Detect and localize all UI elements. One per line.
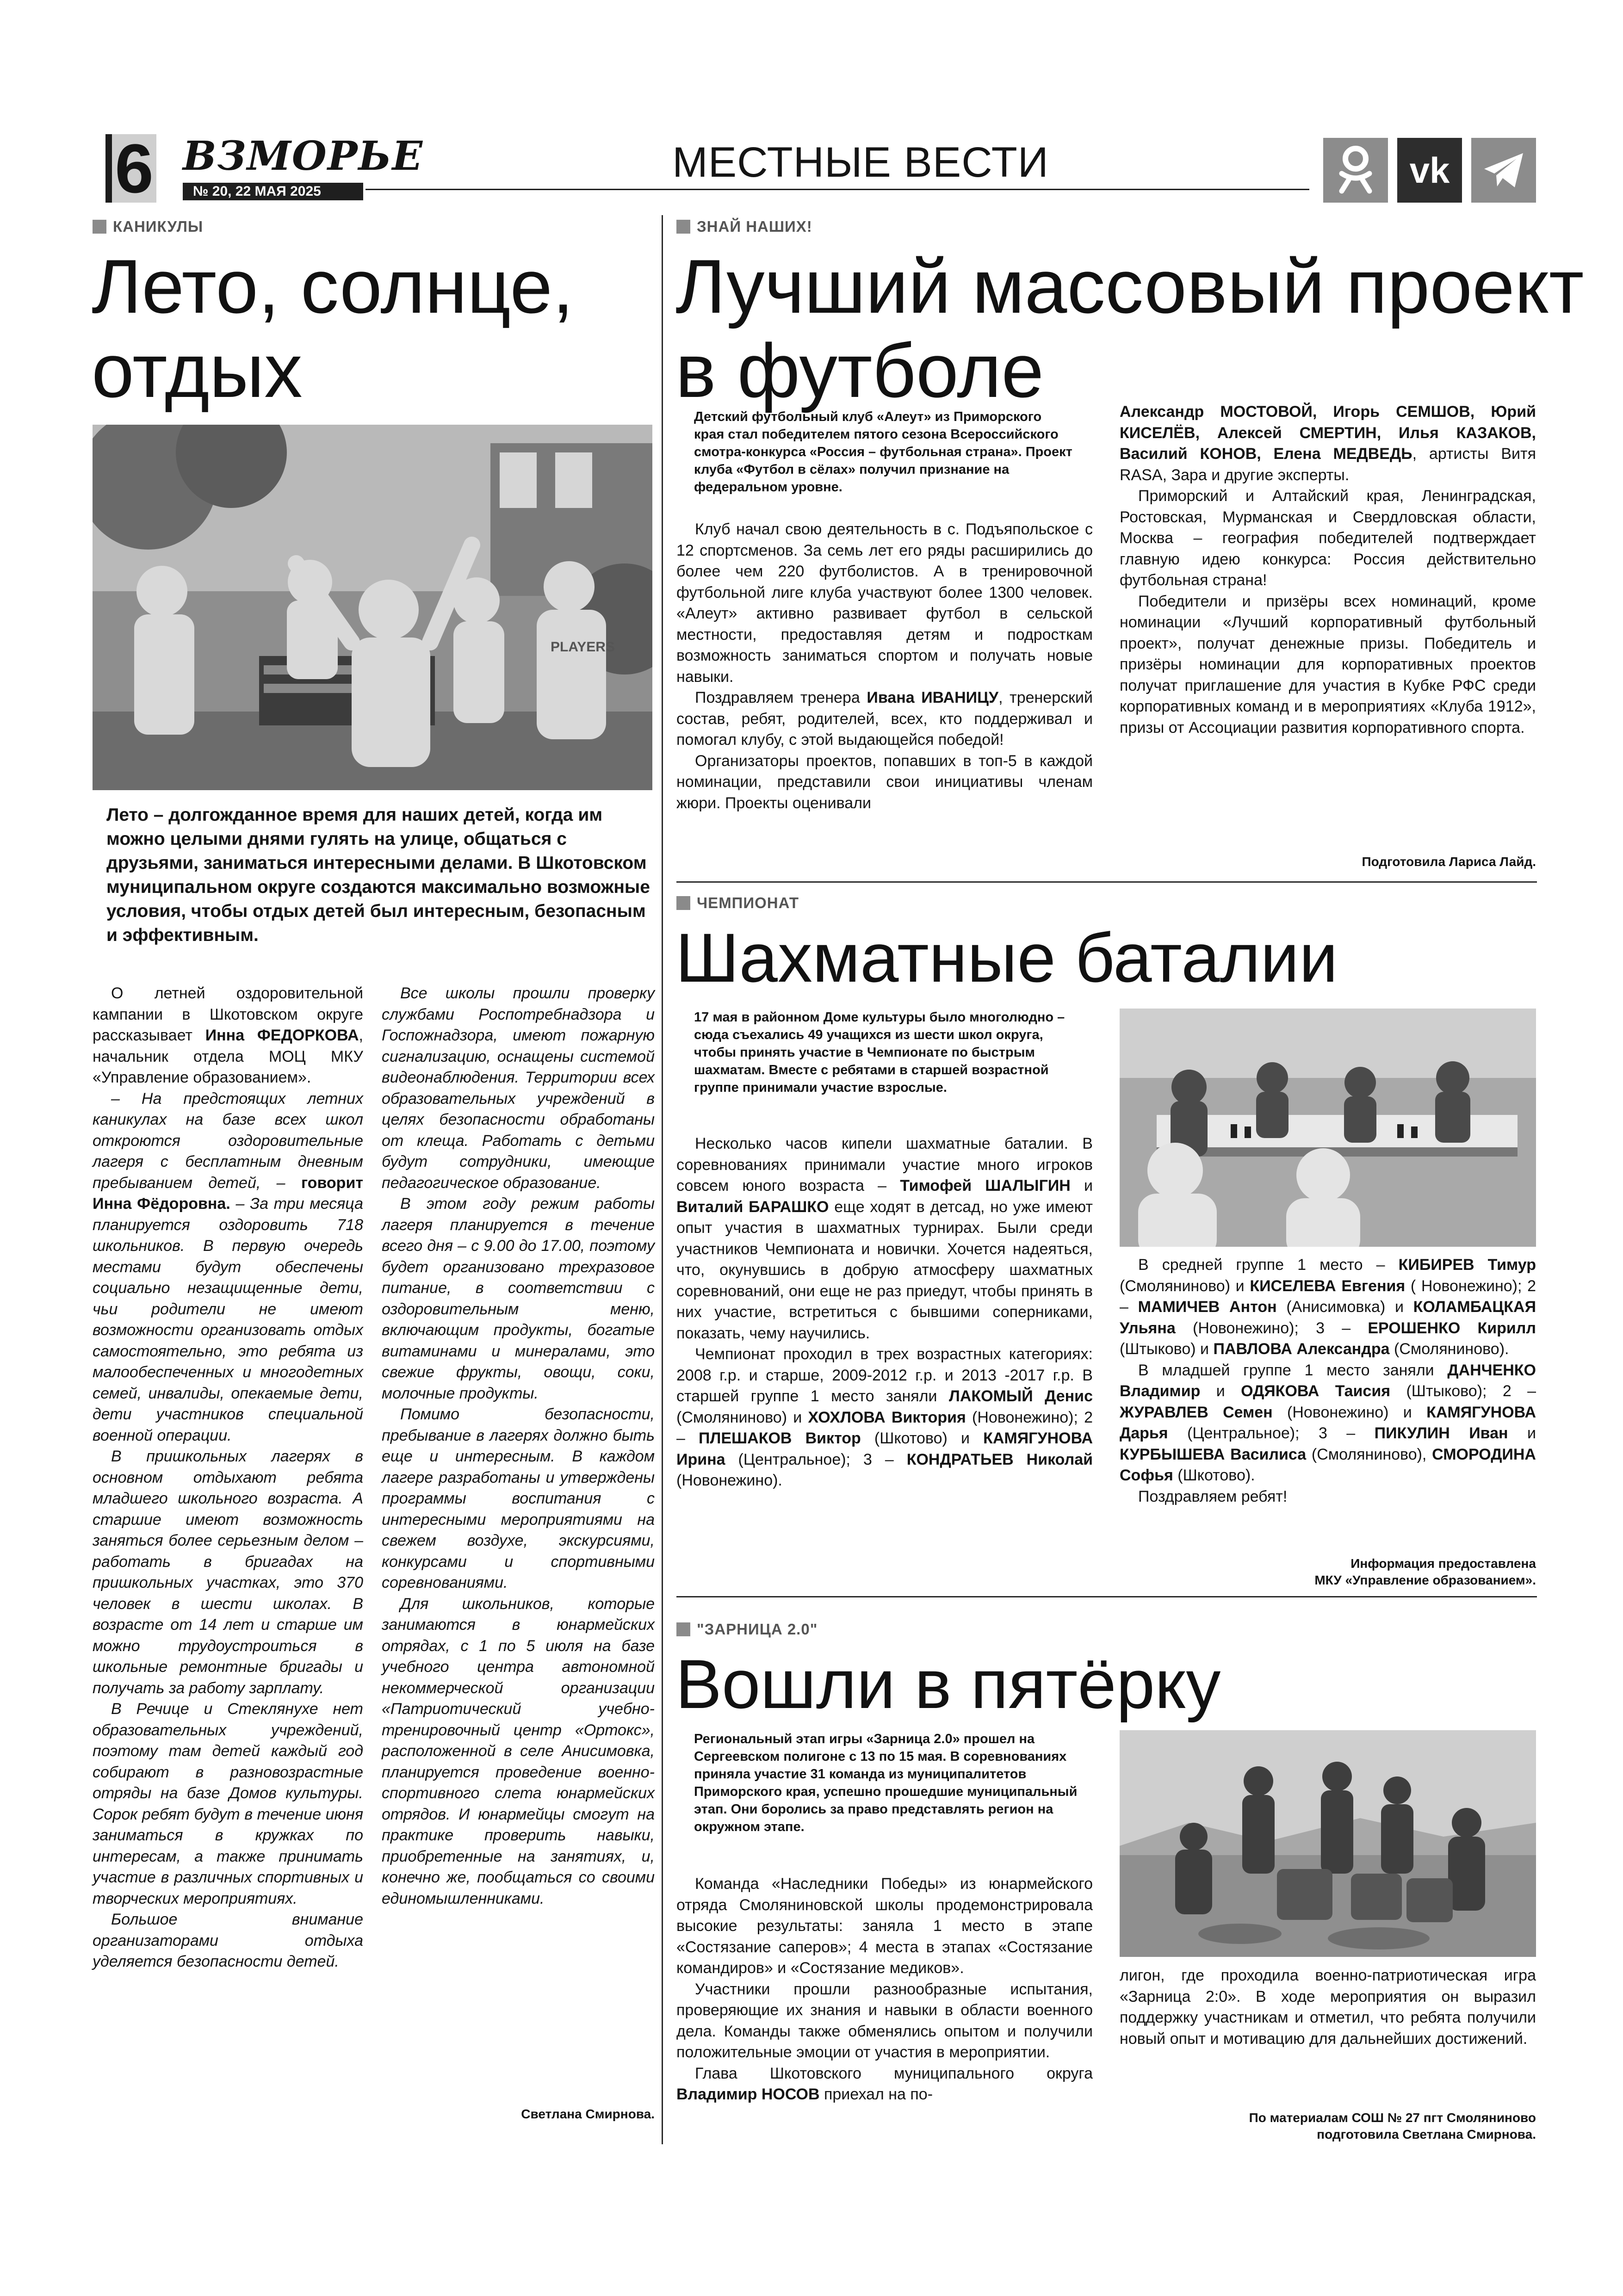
section-separator <box>676 881 1537 883</box>
paragraph <box>1120 1255 1536 1360</box>
bold-text: Ивана ИВАНИЦУ <box>867 689 999 706</box>
paragraph <box>93 1446 363 1699</box>
issue-info: № 20, 22 МАЯ 2025 <box>183 183 363 200</box>
article1-column-2 <box>382 983 655 1909</box>
rubric-zarnitsa <box>676 1619 818 1640</box>
paragraph <box>676 1133 1093 1344</box>
bold-text: ЛАКОМЫЙ Денис <box>948 1387 1093 1405</box>
paragraph-text: Несколько часов кипели шахматные баталии. В соревнованиях принимали участие много игроков совсем юного возраста – <box>676 1135 1093 1194</box>
bold-text: Тимофей ШАЛЫГИН <box>900 1177 1071 1194</box>
paragraph-text: Глава Шкотовского муниципального округа <box>695 2064 1093 2082</box>
headline-line: отдых <box>92 328 303 413</box>
photo-chess-tournament <box>1120 1009 1536 1247</box>
bold-text: Виталий БАРАШКО <box>676 1198 829 1216</box>
shirt-lettering: PLAYERS <box>551 639 615 655</box>
article3-lead: 17 мая в районном Доме культуры было многолюдно – сюда съехались 49 учащихся из шести школ округа, чтобы принять участие в Чемпионате по быстрым шахматам. Вместе с ребятами в старшей возрастной группе принимали участие взрослые. <box>694 1010 1065 1095</box>
header-rule <box>365 189 1309 190</box>
paragraph-text: (Шкотово) и <box>861 1430 984 1447</box>
paragraph-text: (Новонежино); 3 – <box>1175 1319 1368 1337</box>
article1-column-1 <box>93 983 363 1973</box>
paragraph <box>93 1699 363 1909</box>
bold-text: ЖУРАВЛЕВ Семен <box>1120 1403 1273 1421</box>
rubric-marker <box>676 896 690 910</box>
article3-column-2 <box>1120 1255 1536 1507</box>
bold-text: ДАНЧЕНКО Владимир <box>1120 1361 1536 1400</box>
paragraph <box>676 1874 1093 1979</box>
headline-zarnitsa: Вошли в пятёрку <box>675 1645 1221 1723</box>
section-separator <box>676 1596 1537 1597</box>
rubric-kanikuly <box>93 217 203 237</box>
rubric-marker <box>676 1622 690 1636</box>
signature-line: МКУ «Управление образованием». <box>1314 1573 1536 1587</box>
paragraph <box>676 2063 1093 2105</box>
paragraph <box>382 1404 655 1594</box>
rubric-label: ЧЕМПИОНАТ <box>697 894 799 911</box>
bold-text: ПИКУЛИН Иван <box>1374 1424 1508 1442</box>
telegram-icon <box>1471 138 1536 203</box>
headline-line: в футболе <box>675 328 1044 413</box>
paragraph <box>676 519 1093 687</box>
paragraph <box>676 687 1093 751</box>
photo-children-illustration <box>93 425 652 790</box>
paragraph-text: В пришкольных лагерях в основном отдыхают ребята младшего школьного возраста. А старшие имеют возможность заняться более серьезным делом – работать в бригадах на пришкольных участках, это 370 человек в шести школах. В возрасте от 14 лет и старше им можно трудоустроиться в школьные ремонтные бригады и получать за работу зарплату. <box>93 1448 363 1697</box>
photo-chess-illustration <box>1120 1009 1536 1247</box>
article2-signature: Подготовила Лариса Лайд. <box>1362 854 1536 869</box>
paragraph-text: (Смоляниново), <box>1306 1445 1432 1463</box>
paragraph-text: В Речице и Стеклянухе нет образовательных учреждений, поэтому там детей каждый год собирают в разновозрастные отряды на базе Домов культуры. Сорок ребят будут в течение июня заниматься в кружках по интересам, а также принимать участие в различных спортивных и творческих мероприятиях. <box>93 1700 363 1907</box>
paragraph-text: приехал на по- <box>819 2086 933 2103</box>
paragraph-text: Все школы прошли проверку службами Роспотребнадзора и Госпожнадзора, имеют пожарную сигнализацию, оснащены системой видеонаблюдения. Территории всех образовательных учреждений в целях безопасности обработаны от клеща. Работать с детьми будут сотрудники, имеющие педагогическое образование. <box>382 984 655 1192</box>
bold-text: ПЛЕШАКОВ Виктор <box>699 1430 861 1447</box>
bold-text: МАМИЧЕВ Антон <box>1138 1298 1277 1316</box>
rubric-marker <box>676 220 690 234</box>
paragraph-text: Чемпионат проходил в трех возрастных категориях: 2008 г.р. и старше, 2009-2012 г.р. и 2013 -2017 г.р. В старшей группе 1 место заняли <box>676 1345 1093 1405</box>
paragraph-text: Победители и призёры всех номинаций, кроме номинации «Лучший корпоративный футбольный проект», получат денежные призы. Победитель и призёры номинации для корпоративных проектов получат приглашение для участия в Кубке РФС среди корпоративных команд и в мероприятиях «Клуба 1912», призы от Ассоциации развития корпоративного спорта. <box>1120 592 1536 736</box>
article4-column-1 <box>676 1874 1093 2105</box>
paragraph-text: (Новонежино). <box>676 1472 782 1489</box>
paragraph <box>382 983 655 1194</box>
paragraph-text: Приморский и Алтайский края, Ленинградская, Ростовская, Мурманская и Свердловская области, Москва – география победителей подтверждает главную идею конкурса: Россия действительно футбольная страна! <box>1120 487 1536 589</box>
article3-column-1 <box>676 1133 1093 1491</box>
paragraph <box>1120 486 1536 591</box>
headline-chess: Шахматные баталии <box>675 919 1338 996</box>
paragraph <box>382 1594 655 1910</box>
headline-leto <box>92 244 647 413</box>
paragraph <box>676 1344 1093 1491</box>
paragraph-text: Команда «Наследники Победы» из юнармейского отряда Смоляниновской школы продемонстрировала высокие результаты: заняла 1 место в этапе «Состязание саперов»; 4 места в этапах «Состязание командиров» и «Состязание медиков». <box>676 1875 1093 1977</box>
paragraph-text: – На предстоящих летних каникулах на базе всех школ откроются оздоровительные лагеря с бесплатным дневным пребыванием детей, – <box>93 1089 363 1192</box>
bold-text: ПАВЛОВА Александра <box>1213 1340 1390 1358</box>
paragraph-text: (Центральное); 3 – <box>1168 1424 1375 1442</box>
bold-text: КОНДРАТЬЕВ Николай <box>906 1450 1093 1468</box>
paragraph-text: (Анисимовка) и <box>1276 1298 1413 1316</box>
paragraph <box>1120 402 1536 486</box>
paragraph <box>93 1089 363 1447</box>
paragraph-text: (Новонежино) и <box>1272 1403 1427 1421</box>
signature-line: Информация предоставлена <box>1350 1556 1536 1571</box>
headline-line: Лето, солнце, <box>92 244 574 329</box>
paragraph-text: (Штыково) и <box>1120 1340 1214 1358</box>
paragraph-text: – За три месяца планируется оздоровить 718 школьников. В первую очередь местами будут обеспечены социально незащищенные дети, чьи родители не имеют возможности организовать отдых самостоятельно, это ребята из малообеспеченных и многодетных семей, инвалиды, опекаемые дети, дети участников специальной военной операции. <box>93 1195 363 1444</box>
vk-icon: vk <box>1397 138 1462 203</box>
bold-text: КИСЕЛЕВА Евгения <box>1250 1277 1406 1295</box>
paragraph-text: и <box>1070 1177 1093 1194</box>
paragraph-text: В этом году режим работы лагеря планируется в течение всего дня – с 9.00 до 17.00, поэтому будет организовано трехразовое питание, в соответствии с оздоровительным меню, включающим продукты, богатые витаминами и минералами, это свежие фрукты, овощи, соки, молочные продукты. <box>382 1195 655 1402</box>
bold-text: ЕРОШЕНКО Кирилл <box>1368 1319 1536 1337</box>
bold-text: КАМЯГУНОВА Ирина <box>676 1430 1093 1468</box>
article4-signature <box>1120 2110 1536 2143</box>
article4-column-2 <box>1120 1965 1536 2049</box>
column-divider <box>662 215 663 2144</box>
photo-zarnitsa-teams <box>1120 1730 1536 1957</box>
rubric-label: КАНИКУЛЫ <box>113 218 204 235</box>
paragraph-text: В средней группе 1 место – <box>1138 1256 1399 1274</box>
paragraph-text: и <box>1508 1424 1536 1442</box>
paragraph-text: лигон, где проходила военно-патриотическая игра «Зарница 2:0». В ходе мероприятия он выразил поддержку участникам и отметил, что ребята получили новый опыт и мотивацию для дальнейших достижений. <box>1120 1967 1536 2048</box>
paragraph-text: и <box>1200 1382 1241 1400</box>
paragraph <box>382 1194 655 1404</box>
paragraph-text: Организаторы проектов, попавших в топ-5 в каждой номинации, представили свои инициативы членам жюри. Проекты оценивали <box>676 752 1093 812</box>
paragraph-text: Для школьников, которые занимаются в юнармейских отрядах, с 1 по 5 июля на базе учебного центра автономной некоммерческой организации «Патриотический учебно-тренировочный центр «Ортокс», расположенной в селе Анисимовка, планируется проведение военно-спортивного слета юнармейских отрядов. И юнармейцы смогут на практике проверить навыки, приобретенные на занятиях, и, конечно же, пообщаться со своими единомышленниками. <box>382 1595 655 1907</box>
bold-text: Владимир НОСОВ <box>676 2086 820 2103</box>
article1-lead: Лето – долгожданное время для наших детей, когда им можно целыми днями гулять на улице, общаться с друзьями, заниматься интересными делами. В Шкотовском муниципальном округе создаются максимально возможные условия, чтобы отдых детей был интересным, безопасным и эффективным. <box>106 805 650 945</box>
signature-line: подготовила Светлана Смирнова. <box>1317 2127 1536 2141</box>
paragraph-text: , тренерский состав, ребят, родителей, всех, кто поддерживал и помогал клубу, с этой выдающейся победой! <box>676 689 1093 749</box>
paragraph <box>93 1909 363 1973</box>
paragraph <box>1120 1965 1536 2049</box>
article2-lead: Детский футбольный клуб «Алеут» из Приморского края стал победителем пятого сезона Всероссийского смотра-конкурса «Россия – футбольная страна». Проект клуба «Футбол в сёлах» получил признание на федеральном уровне. <box>694 409 1072 495</box>
paragraph-text: Клуб начал свою деятельность в с. Подъяпольское с 12 спортсменов. За семь лет его ряды расширились до более чем 220 футболистов. А в тренировочной футбольной лиге клуба участвуют более 1300 человек. «Алеут» активно развивает футбол в сельской местности, предоставляя детям и подросткам возможность заниматься спортом и получать новые навыки. <box>676 520 1093 686</box>
paragraph <box>676 751 1093 814</box>
paragraph-text: Поздравляем тренера <box>695 689 867 706</box>
paragraph-text: Помимо безопасности, пребывание в лагерях должно быть еще и интересным. В каждом лагере разработаны и утверждены программы воспитания с интересными мероприятиями на свежем воздухе, экскурсиями, конкурсами и спортивными соревнованиями. <box>382 1405 655 1591</box>
newspaper-logo: ВЗМОРЬЕ <box>183 133 424 179</box>
bold-text: КАМЯГУНОВА Дарья <box>1120 1403 1536 1442</box>
rubric-znai-nashih <box>676 217 812 237</box>
bold-text: Александр МОСТОВОЙ, Игорь СЕМШОВ, Юрий КИСЕЛЁВ, Алексей СМЕРТИН, Илья КАЗАКОВ, Василий КОНОВ, Елена МЕДВЕДЬ <box>1120 403 1536 463</box>
article1-signature: Светлана Смирнова. <box>521 2107 655 2121</box>
paragraph-text: (Шкотово). <box>1173 1467 1255 1484</box>
bold-text: СМОРОДИНА Софья <box>1120 1445 1536 1484</box>
section-title: МЕСТНЫЕ ВЕСТИ <box>662 137 1059 188</box>
paragraph <box>1120 591 1536 739</box>
paragraph-text: О летней оздоровительной кампании в Шкотовском округе рассказывает <box>93 984 363 1044</box>
paragraph <box>676 1979 1093 2063</box>
rubric-chempionat <box>676 893 799 913</box>
page-number: 6 <box>105 134 156 203</box>
article3-signature <box>1120 1555 1536 1589</box>
paragraph-text: Поздравляем ребят! <box>1138 1487 1288 1505</box>
paragraph-text: (Штыково); 2 – <box>1390 1382 1536 1400</box>
bold-text: ХОХЛОВА Виктория <box>808 1408 966 1426</box>
photo-children-summer <box>93 425 652 790</box>
paragraph-text: (Смоляниново). <box>1389 1340 1509 1358</box>
paragraph-text: еще ходят в детсад, но уже имеют опыт участия в шахматных турнирах. Были среди участников Чемпионата и новички. Хочется надеяться, что, окунувшись в добрую атмосферу шахматных соревнований, они еще не раз приедут, чтобы принять в них участие, встретиться с бывшими соперниками, показать, чему научились. <box>676 1198 1093 1342</box>
bold-text: говорит Инна Фёдоровна. <box>93 1174 363 1213</box>
article2-column-1 <box>676 519 1093 814</box>
bold-text: КИБИРЕВ Тимур <box>1398 1256 1536 1274</box>
bold-text: КОЛАМБАЦКАЯ Ульяна <box>1120 1298 1536 1337</box>
odnoklassniki-icon <box>1323 138 1388 203</box>
article4-lead: Региональный этап игры «Зарница 2.0» прошел на Сергеевском полигоне с 13 по 15 мая. В соревнованиях приняла участие 31 команда из муниципалитетов Приморского края, успешно прошедшие муниципальный этап. Они боролись за право представлять регион на окружном этапе. <box>694 1732 1078 1834</box>
paragraph-text: (Центральное); 3 – <box>725 1450 907 1468</box>
paragraph <box>1120 1486 1536 1508</box>
headline-football <box>675 244 1601 413</box>
signature-line: По материалам СОШ № 27 пгт Смоляниново <box>1249 2110 1536 2125</box>
bold-text: ОДЯКОВА Таисия <box>1241 1382 1391 1400</box>
bold-text: КУРБЫШЕВА Василиса <box>1120 1445 1307 1463</box>
paragraph-text: (Смоляниново) и <box>1120 1277 1250 1295</box>
photo-zarnitsa-illustration <box>1120 1730 1536 1957</box>
paragraph-text: (Новонежино); 2 – <box>676 1408 1093 1447</box>
paragraph-text: , артисты Витя RASA, Зара и другие эксперты. <box>1120 445 1536 484</box>
article2-column-2 <box>1120 402 1536 738</box>
paragraph <box>1120 1360 1536 1486</box>
rubric-label: ЗНАЙ НАШИХ! <box>697 218 812 235</box>
paragraph-text: Участники прошли разнообразные испытания, проверяющие их знания и навыки в области военного дела. Команды также обменялись опытом и получили положительные эмоции от участия в мероприятии. <box>676 1980 1093 2061</box>
paragraph-text: В младшей группе 1 место заняли <box>1138 1361 1448 1379</box>
bold-text: Инна ФЕДОРКОВА <box>205 1027 359 1044</box>
rubric-marker <box>93 220 106 234</box>
paragraph-text: , начальник отдела МОЦ МКУ «Управление образованием». <box>93 1027 363 1086</box>
headline-line: Лучший массовый проект <box>675 244 1584 329</box>
paragraph-text: Большое внимание организаторами отдыха уделяется безопасности детей. <box>93 1911 363 1970</box>
paragraph-text: ( Новонежино); 2 – <box>1120 1277 1536 1316</box>
paragraph-text: (Смоляниново) и <box>676 1408 808 1426</box>
rubric-label: "ЗАРНИЦА 2.0" <box>697 1621 818 1638</box>
paragraph <box>93 983 363 1089</box>
